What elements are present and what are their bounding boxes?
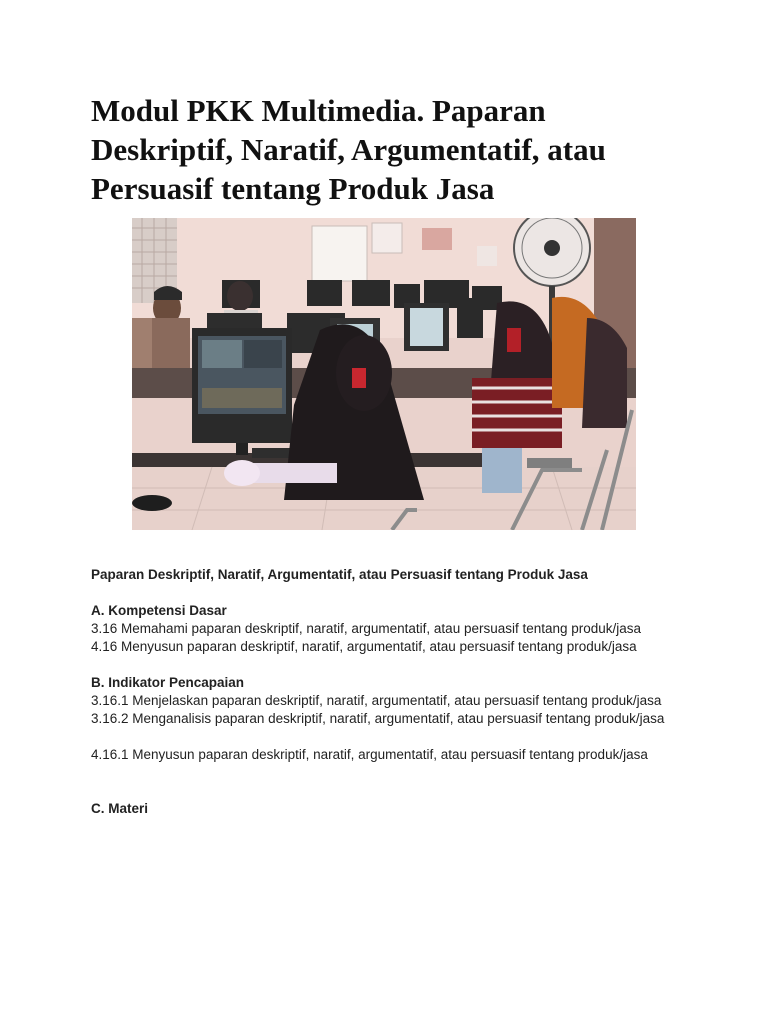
indicator-item-4-16-1: 4.16.1 Menyusun paparan deskriptif, naratif, argumentatif, atau persuasif tentang produk/jasa (91, 747, 648, 762)
indicator-item-3-16-1: 3.16.1 Menjelaskan paparan deskriptif, naratif, argumentatif, atau persuasif tentang produk/jasa (91, 693, 662, 708)
intro-heading: Paparan Deskriptif, Naratif, Argumentatif, atau Persuasif tentang Produk Jasa (91, 567, 588, 582)
classroom-photo-image (132, 218, 636, 530)
competency-item-3-16: 3.16 Memahami paparan deskriptif, naratif, argumentatif, atau persuasif tentang produk/jasa (91, 621, 642, 636)
section-c-heading: C. Materi (91, 801, 149, 816)
indicator-item-3-16-2: 3.16.2 Menganalisis paparan deskriptif, naratif, argumentatif, atau persuasif tentang produk/jasa (91, 711, 665, 726)
section-b-heading: B. Indikator Pencapaian (91, 675, 245, 690)
article-body (91, 566, 691, 818)
section-a-heading: A. Kompetensi Dasar (91, 603, 227, 618)
competency-item-4-16: 4.16 Menyusun paparan deskriptif, naratif, argumentatif, atau persuasif tentang produk/jasa (91, 639, 637, 654)
article-title: Modul PKK Multimedia. Paparan Deskriptif, Naratif, Argumentatif, atau Persuasif tentang Produk Jasa (91, 93, 606, 206)
classroom-photo (132, 218, 636, 530)
